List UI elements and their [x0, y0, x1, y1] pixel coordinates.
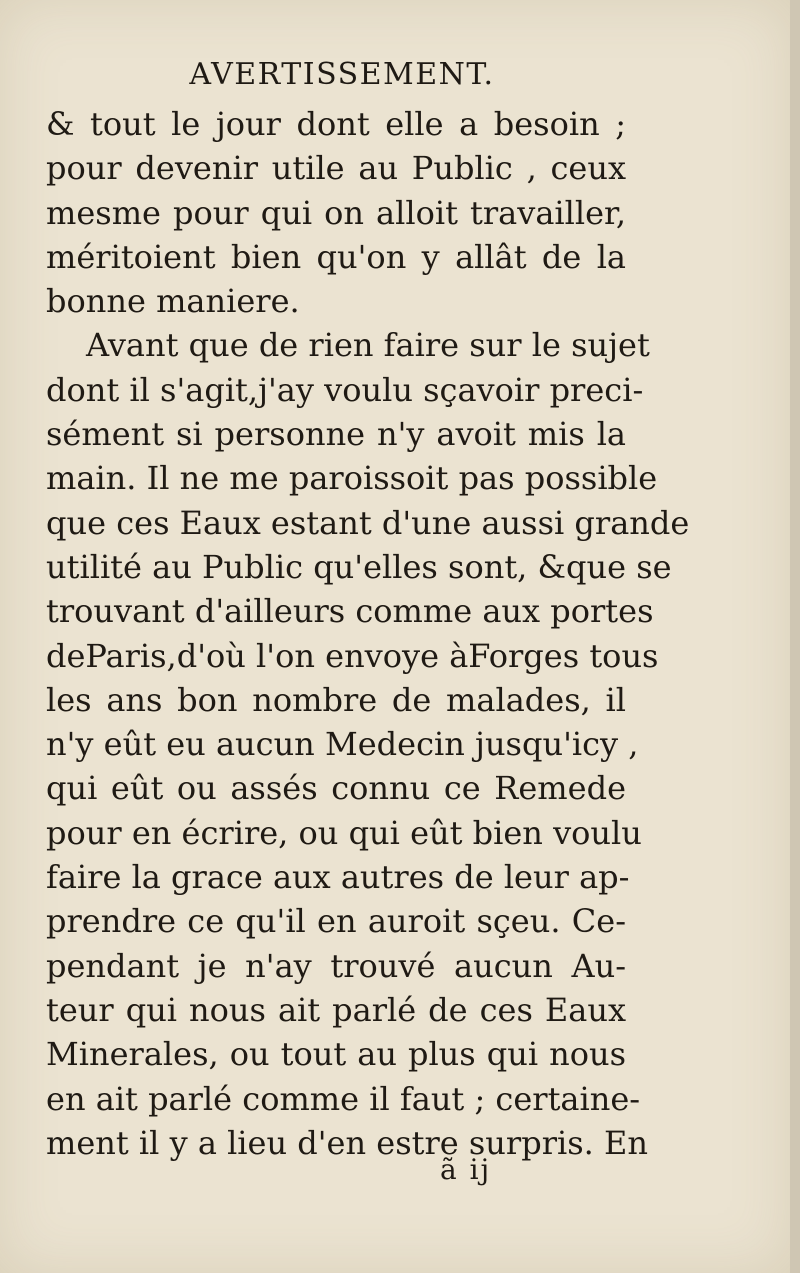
running-head: AVERTISSEMENT. — [189, 57, 495, 92]
text-block — [46, 52, 690, 1165]
text-line: Minerales, ou tout au plus qui nous — [46, 1035, 626, 1074]
text-line: n'y eût eu aucun Medecin jusqu'icy , — [46, 725, 639, 764]
text-line: dont il s'agit,j'ay voulu sçavoir preci- — [46, 370, 644, 409]
signature-mark: ã ij — [440, 1153, 492, 1186]
text-line: pour en écrire, ou qui eût bien voulu — [46, 813, 642, 852]
text-line: Avant que de rien faire sur le sujet — [86, 326, 650, 365]
text-line: sément si personne n'y avoit mis la — [46, 415, 626, 454]
text-line: en ait parlé comme il faut ; certaine- — [46, 1079, 641, 1118]
text-line: utilité au Public qu'elles sont, &que se — [46, 547, 672, 586]
text-line: qui eût ou assés connu ce Remede — [46, 769, 626, 808]
text-line: faire la grace aux autres de leur ap- — [46, 858, 630, 897]
text-line: bonne maniere. — [46, 282, 300, 321]
text-line: trouvant d'ailleurs comme aux portes — [46, 592, 654, 631]
text-line: teur qui nous ait parlé de ces Eaux — [46, 990, 626, 1029]
text-line: que ces Eaux estant d'une aussi grande — [46, 503, 690, 542]
text-line: deParis,d'où l'on envoye àForges tous — [46, 636, 659, 675]
text-line: main. Il ne me paroissoit pas possible — [46, 459, 658, 498]
text-line: mesme pour qui on alloit travailler, — [46, 193, 626, 232]
text-line: pour devenir utile au Public , ceux — [46, 149, 626, 188]
text-line: méritoient bien qu'on y allât de la — [46, 237, 626, 276]
text-line: prendre ce qu'il en auroit sçeu. Ce- — [46, 902, 626, 941]
text-line: les ans bon nombre de malades, il — [46, 680, 626, 719]
text-line: ment il y a lieu d'en estre surpris. En — [46, 1123, 648, 1162]
text-line: pendant je n'ay trouvé aucun Au- — [46, 946, 626, 985]
text-line: & tout le jour dont elle a besoin ; — [46, 105, 626, 143]
page-edge — [790, 0, 800, 1273]
